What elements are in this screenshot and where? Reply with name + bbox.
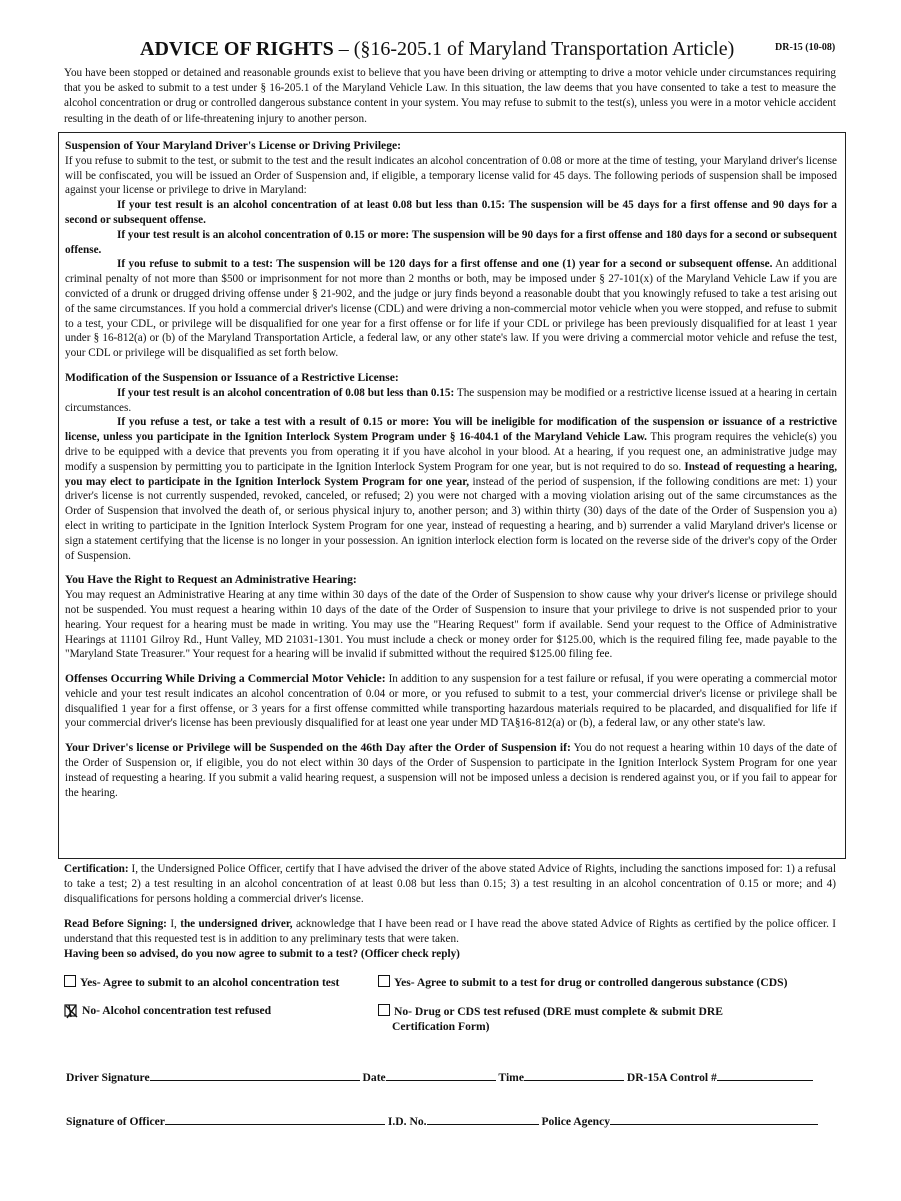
hearing-para: You may request an Administrative Hearing at any time within 30 days of the date of the Order of Suspension to show cause why your driver's license or privilege should not be suspended. You must request a hearing within 10 days of the date of the Order of Suspension to insure that your privilege to drive is not suspended prior to your hearing. Your request for a hearing must be made in writing. You may use the "Hearing Request" form if available. Send your request to the Office of Administrative Hearings at 11101 Gilroy Rd., Hunt Valley, MD 21031-1301. You must include a check or money order for $125.00, which is the required filing fee, made payable to the "Maryland State Treasurer." Your request for a hearing will be invalid if submitted without the required $125.00 filing fee. [65, 589, 837, 661]
commercial-text: In addition to any suspension for a test failure or refusal, if you were operating a commercial motor vehicle and your test result indicates an alcohol concentration of 0.04 or more, or you refused to submit to a test, your commercial driver's license or privilege shall be disqualified 1 year for a first offense, or 3 years for a first offense committed while transporting hazardous materials required to be placarded, and disqualified for life if your commercial driver's license has been previously disqualified for at least one year under MD TA§16-812(a) or (b), a federal law, or any other state's law. [65, 673, 837, 730]
yes-drug-label: Yes- Agree to submit to a test for drug or controlled dangerous substance (CDS) [394, 976, 788, 989]
yes-alcohol-label: Yes- Agree to submit to an alcohol concentration test [80, 976, 340, 989]
title-statute: – (§16-205.1 of Maryland Transportation Article) [333, 38, 735, 60]
undersigned-driver: the undersigned driver, [176, 918, 293, 930]
no-drug-checkbox[interactable] [378, 1004, 390, 1016]
no-drug-label-2: Certification Form) [392, 1020, 490, 1033]
driver-signature-field[interactable] [150, 1069, 360, 1081]
driver-signature-label: Driver Signature [66, 1071, 150, 1084]
officer-signature-row [66, 1113, 818, 1128]
suspension-para4 [65, 257, 837, 361]
modification-heading: Modification of the Suspension or Issuance of a Restrictive License: [65, 370, 399, 384]
time-label: Time [498, 1071, 524, 1084]
date-field[interactable] [386, 1069, 496, 1081]
id-number-label: I.D. No. [387, 1115, 427, 1128]
control-number-label: DR-15A Control # [626, 1071, 717, 1084]
no-alcohol-label: No- Alcohol concentration test refused [82, 1004, 272, 1017]
read-before-text-a: I, [166, 918, 177, 930]
title-main: ADVICE OF RIGHTS [140, 38, 334, 60]
hearing-heading: You Have the Right to Request an Administrative Hearing: [65, 573, 357, 587]
officer-signature-label: Signature of Officer [66, 1115, 165, 1128]
option-no-alcohol[interactable] [82, 1004, 271, 1017]
date-label: Date [362, 1071, 386, 1084]
read-before-text-b: acknowledge that I have been read or I have read the above stated Advice of Rights as certified by the police officer. I understand that this requested test is in addition to any preliminary tests that were taken. [64, 918, 836, 945]
officer-signature-field[interactable] [165, 1113, 385, 1125]
certification-text: I, the Undersigned Police Officer, certify that I have advised the driver of the above stated Advice of Rights, including the sanctions imposed for: 1) a refusal to take a test; 2) a test resulting in an alcohol concentration of at least 0.08 but less than 0.15; 3) a test resulting in an alcohol concentration of 0.15 or more; and 4) disqualifications for persons holding a commercial driver's license. [64, 863, 836, 905]
form-number: DR-15 (10-08) [775, 42, 836, 53]
control-number-field[interactable] [717, 1069, 813, 1081]
option-yes-alcohol[interactable] [64, 975, 339, 989]
suspension-para1: If you refuse to submit to the test, or submit to the test and the result indicates an alcohol concentration of 0.08 or more at the time of testing, your Maryland driver's license will be confiscated, you will be issued an Order of Suspension and, if eligible, a temporary license valid for 45 days. The following periods of suspension shall be imposed against your license or privilege to drive in Maryland: [65, 154, 837, 197]
interlock-condition: If you refuse a test, or take a test with a result of 0.15 or more: You will be ineligible for modification of the suspension or issuance of a restrictive license, unless you participate in the Ignition Interlock System Program under § 16-404.1 of the Maryland Vehicle Law. [65, 416, 837, 444]
day46-text: You do not request a hearing within 10 days of the date of the Order of Suspension or, if eligible, you do not elect within 30 days of the Order of Suspension to participate in the Ignition Interlock System Program for one year instead of requesting a hearing. If you submit a valid hearing request, a suspension will not be imposed unless a decision is rendered against you, or if you fail to appear for the hearing. [65, 742, 837, 799]
day46-para [65, 741, 837, 800]
checked-checkbox-icon[interactable] [64, 1003, 80, 1019]
refusal-penalty: If you refuse to submit to a test: The suspension will be 120 days for a first offense and one (1) year for a second or subsequent offense. [117, 258, 773, 271]
day46-heading: Your Driver's license or Privilege will be Suspended on the 46th Day after the Order of Suspension if: [65, 741, 571, 755]
commercial-heading: Offenses Occurring While Driving a Commercial Motor Vehicle: [65, 672, 386, 686]
read-before-signing [64, 917, 836, 961]
time-field[interactable] [524, 1069, 624, 1081]
intro-paragraph: You have been stopped or detained and reasonable grounds exist to believe that you have been driving or attempting to drive a motor vehicle under circumstances requiring that you be asked to submit to a test under § 16-205.1 of the Maryland Vehicle Law. In this situation, the law deems that you have consented to take a test to measure the alcohol concentration or drug or controlled dangerous substance content in your system. You may refuse to submit to the test(s), unless you were in a motor vehicle accident resulting in the death of or life-threatening injury to another person. [64, 67, 836, 125]
id-number-field[interactable] [427, 1113, 539, 1125]
certification-para [64, 862, 836, 906]
page-title [140, 38, 734, 61]
police-agency-label: Police Agency [541, 1115, 611, 1128]
suspension-para3: If your test result is an alcohol concentration of 0.15 or more: The suspension will be 90 days for a first offense and 180 days for a second or subsequent offense. [65, 228, 837, 256]
rights-box [58, 132, 846, 859]
yes-drug-checkbox[interactable] [378, 975, 390, 987]
certification-heading: Certification: [64, 863, 129, 875]
modification-para2 [65, 415, 837, 563]
interlock-details: This program requires the vehicle(s) you drive to be equipped with a device that prevents you from operating it if you have alcohol in your blood. At a hearing, if you request one, an administrative judge may modify a suspension by permitting you to participate in the Ignition Interlock System Program for one year, but is not required to do so. [65, 431, 837, 473]
interlock-conditions: instead of the period of suspension, if the following conditions are met: 1) your driver's license is not currently suspended, revoked, canceled, or refused; 2) you were not charged with a moving violation arising out of the same circumstances as the Order of Suspension that involved the death of, or serious physical injury to, another person; and 3) within thirty (30) days of the date of the Order of Suspension you a) elect in writing to participate in the Ignition Interlock System Program for one year, instead of requesting a hearing, and b) surrender a valid Maryland driver's license or sign a statement certifying that the license is no longer in your possession. An ignition interlock election form is located on the reverse side of the driver's copy of the Order of Suspension. [65, 475, 837, 562]
suspension-heading: Suspension of Your Maryland Driver's License or Driving Privilege: [65, 139, 401, 152]
read-before-heading: Read Before Signing: [64, 918, 167, 930]
yes-alcohol-checkbox[interactable] [64, 975, 76, 987]
police-agency-field[interactable] [610, 1113, 818, 1125]
agree-question: Having been so advised, do you now agree to submit to a test? (Officer check reply) [64, 947, 460, 960]
modification-para1 [65, 386, 837, 416]
driver-signature-row [66, 1069, 813, 1084]
interlock-election: Instead of requesting a hearing, you may elect to participate in the Ignition Interlock System Program for one year, [65, 460, 837, 488]
modification-details: The suspension may be modified or a restrictive license issued at a hearing in certain circumstances. [65, 386, 837, 414]
refusal-details: An additional criminal penalty of not more than $500 or imprisonment for not more than 2 months or both, may be imposed under § 27-101(x) of the Maryland Vehicle Law if you are convicted of a drunk or drugged driving offense under § 21-902, and the judge or jury finds beyond a reasonable doubt that you knowingly refused to take a test arising out of the same circumstances. If you hold a commercial driver's license (CDL) and were driving a non-commercial motor vehicle when you were stopped, and refuse to submit to a test, your CDL, or privilege will be disqualified for one year for a first offense or for life if your CDL or privilege has been previously disqualified for at least 1 year under § 16-812(a) or (b) of the Maryland Transportation Article, a federal law, or any other state's law. If you were driving a commercial motor vehicle and refuse the test, your CDL or privilege will be disqualified as set forth below. [65, 258, 837, 360]
commercial-para [65, 672, 837, 731]
modification-condition: If your test result is an alcohol concentration of 0.08 but less than 0.15: [117, 386, 455, 399]
option-no-drug[interactable] [378, 1004, 723, 1034]
option-yes-drug[interactable] [378, 975, 787, 989]
suspension-para2: If your test result is an alcohol concentration of at least 0.08 but less than 0.15: The suspension will be 45 days for a first offense and 90 days for a second or subsequent offense. [65, 199, 837, 226]
no-drug-label-1: No- Drug or CDS test refused (DRE must complete & submit DRE [394, 1005, 724, 1018]
